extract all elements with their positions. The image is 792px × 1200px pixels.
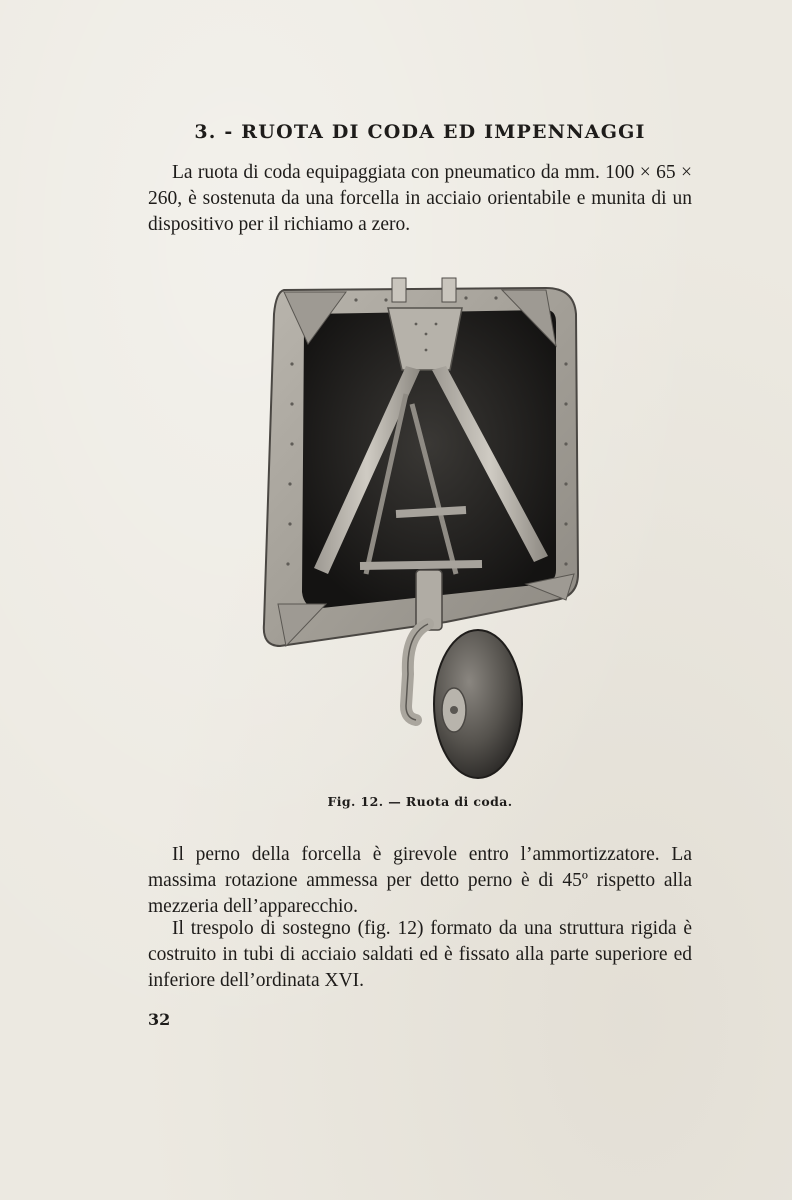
paragraph-fork: Il perno della forcella è girevole entro l’ammortizzatore. La massima rotazione ammessa per detto perno è di 45º rispetto alla mezzeria dell’apparecchio. <box>148 844 692 917</box>
paragraph-trestle: Il trespolo di sostegno (fig. 12) formato da una struttura rigida è costruito in tubi di acciaio saldati ed è fissato alla parte superiore ed inferiore dell’ordinata XVI. <box>148 918 692 991</box>
paragraph-intro: La ruota di coda equipaggiata con pneumatico da mm. 100 × 65 × 260, è sostenuta da una forcella in acciaio orientabile e munita di un dispositivo per il richiamo a zero. <box>148 162 692 235</box>
section-heading: 3. - RUOTA DI CODA ED IMPENNAGGI <box>194 121 646 143</box>
tail-wheel-illustration <box>256 274 586 784</box>
page-number: 32 <box>148 1010 171 1029</box>
figure-caption: Fig. 12. — Ruota di coda. <box>327 794 513 809</box>
figure-tail-wheel-photo <box>256 274 586 784</box>
